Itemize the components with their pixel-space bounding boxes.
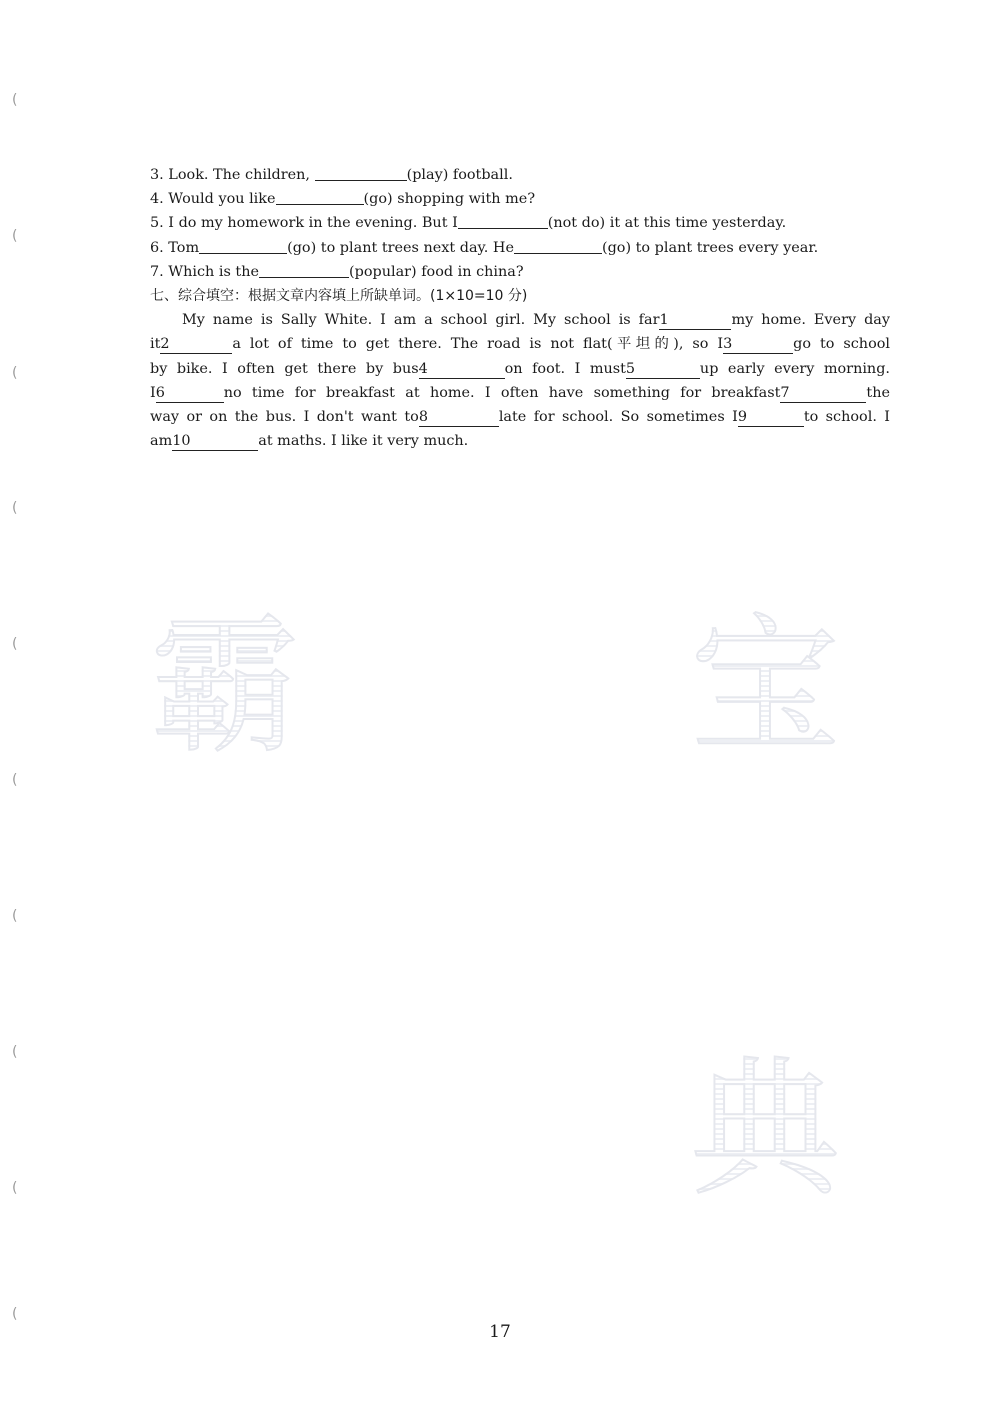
exercise-hint: (play) football. [406,167,513,183]
passage-line: My name is Sally White. I am a school girl. My school is far1 my home. Every day [182,312,890,329]
binding-mark: ( [12,1180,18,1196]
numbered-blank[interactable]: 8 [419,408,499,427]
numbered-blank[interactable]: 6 [156,384,224,403]
exercise-text: 6. Tom [150,239,200,256]
passage-line: I6 no time for breakfast at home. I often have something for breakfast7 the [150,384,890,401]
answer-blank[interactable] [259,262,349,278]
passage-line: it2 a lot of time to get there. The road is not flat(平坦的), so I3 go to school [150,336,890,353]
exercise-item-5 [150,211,890,235]
exercise-item-7 [150,260,890,284]
numbered-blank[interactable]: 10 [172,432,258,451]
passage-line: by bike. I often get there by bus4 on foot. I must5 up early every morning. [150,360,890,377]
exercise-text: 7. Which is the [150,263,259,280]
watermark-char: 典 [690,1043,841,1217]
exercise-hint: (go) shopping with me? [363,191,536,208]
section-heading: 七、综合填空：根据文章内容填上所缺单词。(1×10=10 分) [150,287,528,304]
answer-blank[interactable] [276,189,364,205]
exercise-item-3 [150,163,890,187]
exercise-hint: (popular) food in china? [349,263,524,280]
numbered-blank[interactable]: 4 [419,360,505,379]
exercise-text: 3. Look. The children, [150,167,315,183]
numbered-blank[interactable]: 5 [626,360,700,379]
exercise-text: 4. Would you like [150,191,276,208]
numbered-blank[interactable]: 9 [738,408,804,427]
binding-mark: ( [12,92,18,108]
passage-line: way or on the bus. I don't want to8 late for school. So sometimes I9 to school. I [150,408,890,425]
binding-mark: ( [12,228,18,244]
binding-mark: ( [12,636,18,652]
numbered-blank[interactable]: 7 [780,384,866,403]
watermark-char: 霸 [150,600,301,774]
binding-mark: ( [12,772,18,788]
exercise-hint: (not do) it at this time yesterday. [547,215,787,232]
numbered-blank[interactable]: 3 [723,335,793,354]
binding-mark: ( [12,1044,18,1060]
watermark-char: 宝 [690,600,841,774]
passage [150,308,890,453]
binding-mark: ( [12,908,18,924]
binding-mark: ( [12,500,18,516]
exercise-hint: (go) to plant trees next day. He [287,239,514,256]
binding-margin [12,0,32,1414]
answer-blank[interactable] [315,165,407,181]
exercise-item-4 [150,187,890,211]
exercise-text: 5. I do my homework in the evening. But I [150,215,458,232]
numbered-blank[interactable]: 2 [160,335,232,354]
page-number: 17 [489,1322,511,1342]
numbered-blank[interactable]: 1 [659,311,731,330]
binding-mark: ( [12,1306,18,1322]
passage-line: am10 at maths. I like it very much. [150,433,469,450]
answer-blank[interactable] [458,213,548,229]
answer-blank[interactable] [514,238,602,254]
answer-blank[interactable] [199,238,287,254]
binding-mark: ( [12,365,18,381]
exercise-item-6 [150,236,890,260]
exercise-hint: (go) to plant trees every year. [601,239,819,256]
exercise-content [150,163,890,453]
